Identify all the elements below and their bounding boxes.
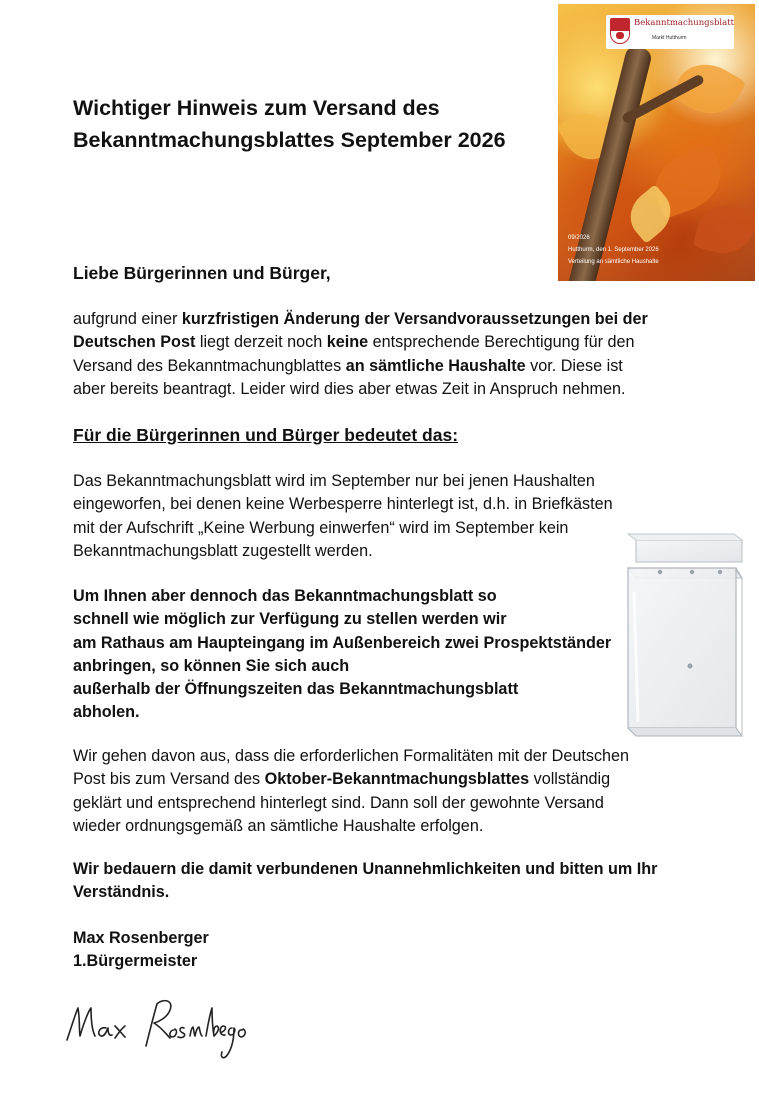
tree-trunk [565, 45, 653, 281]
cover-masthead-title: Bekanntmachungsblatt [634, 18, 735, 28]
outlook-paragraph [73, 745, 629, 838]
cover-issue-number: 09/2026 [568, 235, 590, 241]
intro-paragraph [73, 308, 648, 401]
intro-line-3: Versand des Bekanntmachungblattes an sämtliche Haushalte vor. Diese ist [73, 356, 623, 375]
apology-line-2: Verständnis. [73, 883, 170, 902]
pickup-line-5: außerhalb der Öffnungszeiten das Bekanntmachungsblatt [73, 680, 519, 699]
pickup-line-3: am Rathaus am Haupteingang im Außenbereich zwei Prospektständer [73, 633, 612, 652]
signer-role: 1.Bürgermeister [73, 952, 198, 971]
signer-name: Max Rosenberger [73, 929, 209, 947]
pickup-line-2: schnell wie möglich zur Verfügung zu stellen werden wir [73, 610, 507, 629]
intro-line-4: aber bereits beantragt. Leider wird dies aber etwas Zeit in Anspruch nehmen. [73, 379, 626, 398]
outlook-line-3: geklärt und entsprechend hinterlegt sind. Dann soll der gewohnte Versand [73, 793, 604, 812]
outlook-line-1: Wir gehen davon aus, dass die erforderlichen Formalitäten mit der Deutschen [73, 747, 630, 765]
cover-date: Hutthurm, den 1. September 2026 [568, 247, 659, 253]
delivery-line-3: mit der Aufschrift „Keine Werbung einwerfen“ wird im September kein [73, 518, 569, 537]
cover-masthead [606, 15, 734, 49]
title-line-1: Wichtiger Hinweis zum Versand des [73, 96, 440, 120]
delivery-line-2: eingeworfen, bei denen keine Werbesperre hinterlegt ist, d.h. in Briefkästen [73, 495, 613, 514]
outlook-line-4: wieder ordnungsgemäß an sämtliche Haushalte erfolgen. [73, 816, 484, 835]
document-title [73, 92, 553, 156]
cover-distribution: Verteilung an sämtliche Haushalte [568, 259, 659, 265]
greeting: Liebe Bürgerinnen und Bürger, [73, 263, 331, 283]
delivery-line-4: Bekanntmachungsblatt zugestellt werden. [73, 541, 373, 560]
pickup-line-4: anbringen, so können Sie sich auch [73, 656, 350, 675]
intro-line-1: aufgrund einer kurzfristigen Änderung der Versandvoraussetzungen bei der [73, 310, 648, 328]
pickup-line-1: Um Ihnen aber dennoch das Bekanntmachungsblatt so [73, 587, 497, 605]
title-line-2: Bekanntmachungsblattes September 2026 [73, 128, 506, 152]
handwritten-signature [62, 990, 262, 1070]
pickup-paragraph [73, 585, 611, 725]
cover-masthead-subtitle: Markt Hutthurm [652, 35, 687, 41]
intro-line-2: Deutschen Post liegt derzeit noch keine entsprechende Berechtigung für den [73, 333, 635, 352]
outlook-line-2: Post bis zum Versand des Oktober-Bekanntmachungsblattes vollständig [73, 770, 611, 789]
delivery-paragraph [73, 470, 613, 563]
delivery-line-1: Das Bekanntmachungsblatt wird im September nur bei jenen Haushalten [73, 472, 595, 490]
pickup-line-6: abholen. [73, 703, 140, 722]
bulletin-cover-image [558, 4, 755, 281]
section-subheading: Für die Bürgerinnen und Bürger bedeutet das: [73, 425, 459, 445]
brochure-holder-image [614, 532, 759, 742]
apology-line-1: Wir bedauern die damit verbundenen Unannehmlichkeiten und bitten um Ihr [73, 860, 658, 878]
apology-paragraph [73, 858, 657, 905]
signer-block [73, 927, 209, 974]
coat-of-arms-icon [610, 18, 630, 44]
